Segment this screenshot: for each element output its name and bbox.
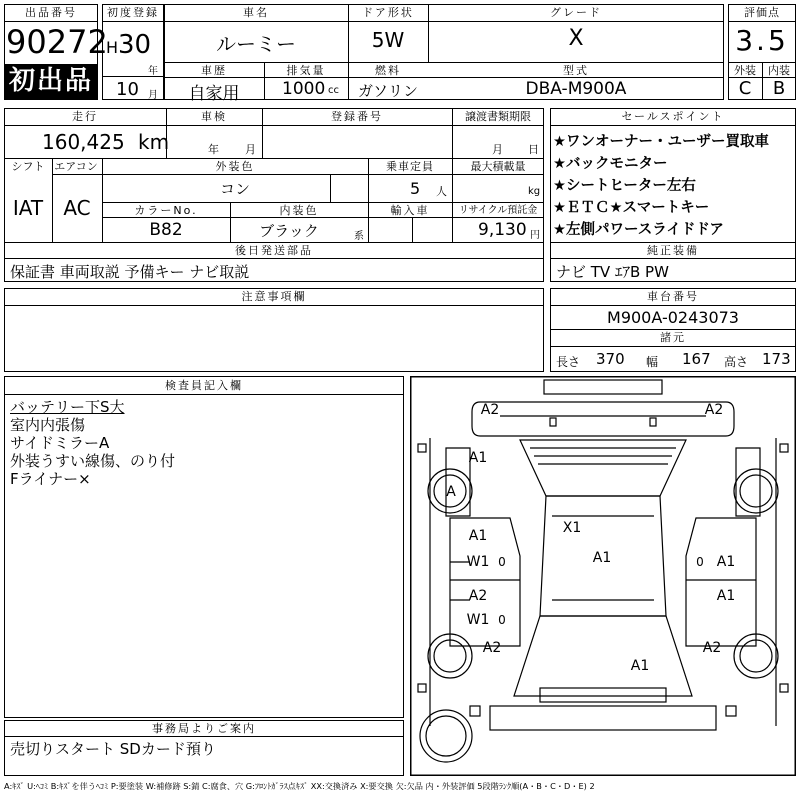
recycle-unit: 円	[530, 230, 540, 241]
later-parts-label: 後日発送部品	[235, 244, 313, 257]
exterior-grade: C	[738, 78, 752, 99]
reg-year-unit: 年	[148, 66, 158, 77]
damage-mark: A1	[630, 658, 650, 674]
sales-point: ★バックモニター	[553, 156, 668, 172]
era: H	[106, 38, 119, 57]
damage-mark: W1	[466, 612, 490, 628]
history-label: 車歴	[201, 64, 227, 77]
damage-mark: A2	[482, 640, 502, 656]
lot-number: 90272	[6, 23, 108, 61]
height-label: 高さ	[724, 355, 749, 369]
capacity-label: 乗車定員	[386, 160, 434, 173]
score: 3.5	[735, 24, 789, 57]
inspector-note: バッテリー下S大	[10, 398, 125, 416]
damage-mark: A2	[480, 402, 500, 418]
equip-label: 純正装備	[647, 244, 699, 257]
notes-label: 注意事項欄	[241, 290, 307, 303]
damage-mark: X1	[562, 520, 582, 536]
reg-month: 10	[116, 79, 139, 100]
mileage: 160,425	[42, 130, 125, 154]
displacement-label: 排気量	[286, 64, 326, 77]
fuel-label: 燃料	[375, 64, 401, 77]
grade-label: グレード	[550, 6, 602, 19]
sales-point: ★ＥＴＣ★スマートキー	[553, 200, 710, 216]
damage-mark: A1	[592, 550, 612, 566]
door: 5W	[371, 28, 405, 52]
transfer-label: 譲渡書類期限	[465, 110, 531, 123]
inspector-label: 検査員記入欄	[165, 379, 243, 392]
ext-color-label: 外装色	[215, 160, 255, 173]
car-name: ルーミー	[216, 32, 296, 56]
import-label: 輸入車	[390, 204, 430, 217]
office-label: 事務局よりご案内	[152, 722, 256, 735]
transfer-day: 日	[528, 143, 539, 156]
inspection-label: 車検	[201, 110, 227, 123]
door-label: ドア形状	[362, 6, 414, 19]
damage-mark: A	[446, 484, 456, 500]
sales-point: ★ワンオーナー・ユーザー買取車	[553, 134, 769, 150]
load-label: 最大積載量	[470, 160, 526, 173]
recycle: 9,130	[478, 220, 527, 240]
lot-label: 出品番号	[25, 6, 77, 19]
model-label: 型式	[563, 64, 589, 77]
length-label: 長さ	[556, 355, 581, 369]
damage-mark: A1	[468, 450, 488, 466]
height: 173	[762, 350, 791, 368]
legend: A:ｷｽﾞ U:ﾍｺﾐ B:ｷｽﾞを伴うﾍｺﾐ P:要塗装 W:補修跡 S:錆 C:腐食、穴 G:ﾌﾛﾝﾄｶﾞﾗｽ点ｷｽﾞ XX:交換済み X:要交換 欠:欠品 内・外装評価 5段階ﾗﾝｸ順(A・B・C・D・E) 2	[4, 781, 595, 791]
damage-mark: A1	[468, 528, 488, 544]
fuel: ガソリン	[357, 82, 418, 100]
dims-label: 諸元	[660, 331, 686, 344]
damage-mark: 0	[696, 555, 704, 569]
exterior-label: 外装	[734, 64, 756, 77]
damage-mark: 0	[498, 555, 506, 569]
office-note: 売切りスタート SDカード預り	[10, 740, 216, 758]
sales-point: ★左側パワースライドドア	[553, 222, 724, 238]
length: 370	[596, 350, 625, 368]
interior-label: 内装	[768, 64, 790, 77]
inspector-note: 室内内張傷	[10, 416, 86, 434]
history: 自家用	[188, 84, 240, 104]
later-parts: 保証書 車両取説 予備キー ナビ取説	[10, 263, 250, 281]
recycle-label: リサイクル預託金	[458, 205, 538, 216]
damage-mark: A1	[716, 554, 736, 570]
car-damage-diagram	[410, 376, 796, 776]
plate-label: 登録番号	[331, 110, 383, 123]
first-listing-badge: 初出品	[4, 64, 98, 100]
sales-label: セールスポイント	[621, 110, 725, 123]
int-color-label: 内装色	[279, 204, 319, 217]
displacement: 1000	[282, 79, 326, 99]
damage-mark: 0	[498, 613, 506, 627]
damage-mark: A1	[716, 588, 736, 604]
width-label: 幅	[646, 355, 659, 369]
width: 167	[682, 350, 711, 368]
grade: X	[568, 26, 584, 51]
model: DBA-M900A	[525, 79, 627, 99]
color-no: B82	[149, 220, 183, 240]
interior-grade: B	[772, 78, 786, 99]
damage-mark: A2	[702, 640, 722, 656]
first-reg-label: 初度登録	[107, 6, 159, 19]
transfer-month: 月	[492, 143, 503, 156]
color-no-label: カラーNo.	[134, 204, 198, 217]
int-color: ブラック	[259, 222, 319, 240]
cc-unit: cc	[328, 85, 339, 96]
capacity-unit: 人	[436, 185, 447, 198]
capacity: 5	[410, 179, 421, 198]
chassis-label: 車台番号	[647, 290, 699, 303]
equip: ナビ TV ｴｱB PW	[556, 263, 669, 281]
damage-mark: A2	[704, 402, 724, 418]
inspection-month: 月	[245, 143, 256, 156]
inspection-year: 年	[208, 143, 219, 156]
ac-label: エアコン	[54, 160, 98, 173]
shift: IAT	[12, 196, 44, 220]
damage-mark: W1	[466, 554, 490, 570]
score-label: 評価点	[744, 6, 780, 19]
inspector-note: 外装うすい線傷、のり付	[10, 452, 176, 470]
damage-mark: A2	[468, 588, 488, 604]
car-name-label: 車名	[243, 6, 269, 19]
mileage-label: 走行	[72, 110, 98, 123]
reg-year: 30	[118, 30, 152, 60]
reg-month-unit: 月	[148, 90, 158, 101]
inspector-note: サイドミラーA	[10, 434, 110, 452]
load-unit: kg	[528, 186, 541, 197]
ac: AC	[63, 196, 91, 220]
shift-label: シフト	[11, 160, 45, 173]
sales-point: ★シートヒーター左右	[553, 178, 696, 194]
int-color-suffix: 系	[354, 231, 364, 242]
chassis-number: M900A-0243073	[607, 308, 739, 327]
mileage-unit: km	[138, 130, 170, 154]
inspector-note: Fライナー×	[10, 470, 91, 488]
ext-color: コン	[219, 180, 250, 198]
